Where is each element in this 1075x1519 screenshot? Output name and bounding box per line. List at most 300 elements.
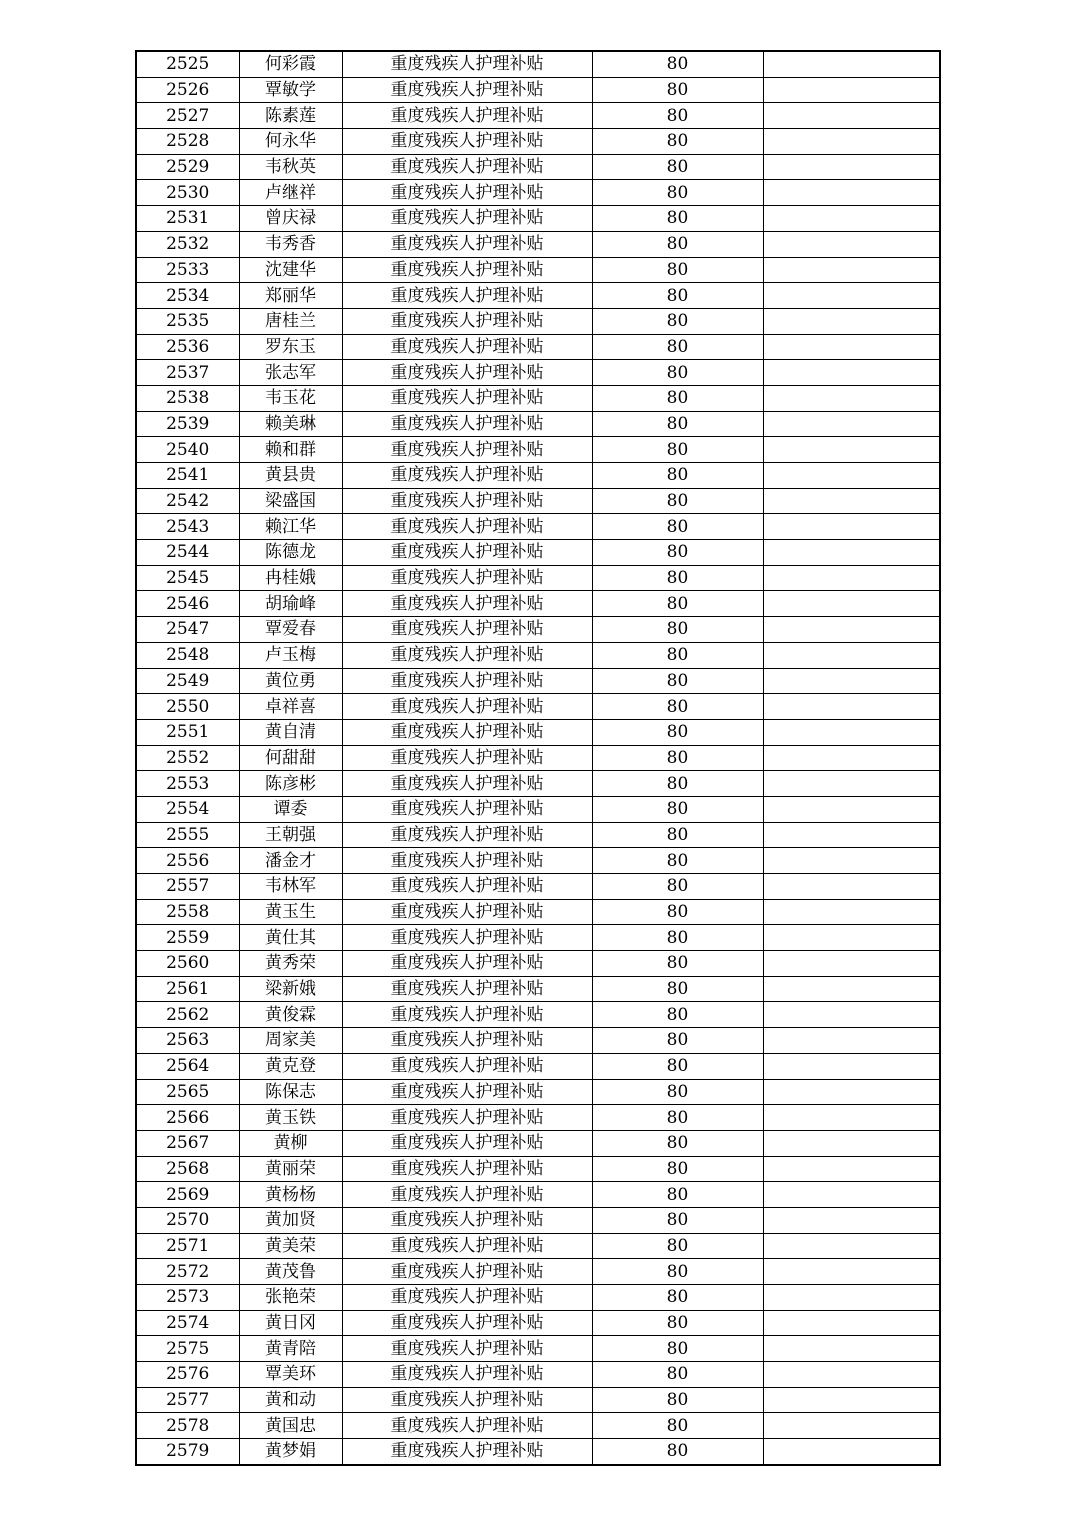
name-cell: 冉桂娥 bbox=[239, 565, 342, 591]
subsidy-type-cell: 重度残疾人护理补贴 bbox=[342, 1079, 592, 1105]
amount-cell: 80 bbox=[592, 540, 763, 566]
amount-cell: 80 bbox=[592, 129, 763, 155]
remarks-cell bbox=[763, 565, 940, 591]
amount-cell: 80 bbox=[592, 976, 763, 1002]
remarks-cell bbox=[763, 1439, 940, 1465]
row-number-cell: 2565 bbox=[136, 1079, 239, 1105]
amount-cell: 80 bbox=[592, 1285, 763, 1311]
row-number-cell: 2561 bbox=[136, 976, 239, 1002]
remarks-cell bbox=[763, 1362, 940, 1388]
remarks-cell bbox=[763, 1233, 940, 1259]
remarks-cell bbox=[763, 719, 940, 745]
subsidy-type-cell: 重度残疾人护理补贴 bbox=[342, 1207, 592, 1233]
amount-cell: 80 bbox=[592, 694, 763, 720]
table-row bbox=[136, 1105, 940, 1131]
subsidy-type-cell: 重度残疾人护理补贴 bbox=[342, 540, 592, 566]
subsidy-type-cell: 重度残疾人护理补贴 bbox=[342, 1336, 592, 1362]
table-row bbox=[136, 1233, 940, 1259]
subsidy-table bbox=[135, 50, 941, 1466]
name-cell: 卢继祥 bbox=[239, 180, 342, 206]
remarks-cell bbox=[763, 488, 940, 514]
table-row bbox=[136, 925, 940, 951]
subsidy-type-cell: 重度残疾人护理补贴 bbox=[342, 206, 592, 232]
table-row bbox=[136, 1310, 940, 1336]
subsidy-type-cell: 重度残疾人护理补贴 bbox=[342, 796, 592, 822]
name-cell: 黄自清 bbox=[239, 719, 342, 745]
remarks-cell bbox=[763, 1156, 940, 1182]
table-row bbox=[136, 103, 940, 129]
name-cell: 胡瑜峰 bbox=[239, 591, 342, 617]
table-row bbox=[136, 1079, 940, 1105]
subsidy-type-cell: 重度残疾人护理补贴 bbox=[342, 976, 592, 1002]
row-number-cell: 2564 bbox=[136, 1053, 239, 1079]
name-cell: 黄丽荣 bbox=[239, 1156, 342, 1182]
subsidy-type-cell: 重度残疾人护理补贴 bbox=[342, 231, 592, 257]
name-cell: 唐桂兰 bbox=[239, 308, 342, 334]
subsidy-type-cell: 重度残疾人护理补贴 bbox=[342, 283, 592, 309]
table-row bbox=[136, 771, 940, 797]
row-number-cell: 2526 bbox=[136, 77, 239, 103]
subsidy-type-cell: 重度残疾人护理补贴 bbox=[342, 565, 592, 591]
subsidy-type-cell: 重度残疾人护理补贴 bbox=[342, 437, 592, 463]
subsidy-type-cell: 重度残疾人护理补贴 bbox=[342, 822, 592, 848]
name-cell: 陈德龙 bbox=[239, 540, 342, 566]
table-row bbox=[136, 1207, 940, 1233]
amount-cell: 80 bbox=[592, 488, 763, 514]
table-row bbox=[136, 1336, 940, 1362]
amount-cell: 80 bbox=[592, 1336, 763, 1362]
name-cell: 黄俊霖 bbox=[239, 1002, 342, 1028]
subsidy-type-cell: 重度残疾人护理补贴 bbox=[342, 668, 592, 694]
remarks-cell bbox=[763, 617, 940, 643]
table-row bbox=[136, 411, 940, 437]
table-row bbox=[136, 360, 940, 386]
remarks-cell bbox=[763, 77, 940, 103]
row-number-cell: 2535 bbox=[136, 308, 239, 334]
subsidy-type-cell: 重度残疾人护理补贴 bbox=[342, 360, 592, 386]
row-number-cell: 2566 bbox=[136, 1105, 239, 1131]
remarks-cell bbox=[763, 360, 940, 386]
name-cell: 黄玉生 bbox=[239, 899, 342, 925]
table-row bbox=[136, 488, 940, 514]
name-cell: 曾庆禄 bbox=[239, 206, 342, 232]
name-cell: 何彩霞 bbox=[239, 51, 342, 77]
amount-cell: 80 bbox=[592, 899, 763, 925]
amount-cell: 80 bbox=[592, 1233, 763, 1259]
amount-cell: 80 bbox=[592, 1182, 763, 1208]
subsidy-type-cell: 重度残疾人护理补贴 bbox=[342, 1028, 592, 1054]
row-number-cell: 2543 bbox=[136, 514, 239, 540]
table-row bbox=[136, 1259, 940, 1285]
amount-cell: 80 bbox=[592, 771, 763, 797]
row-number-cell: 2550 bbox=[136, 694, 239, 720]
row-number-cell: 2557 bbox=[136, 874, 239, 900]
subsidy-type-cell: 重度残疾人护理补贴 bbox=[342, 514, 592, 540]
row-number-cell: 2529 bbox=[136, 154, 239, 180]
remarks-cell bbox=[763, 206, 940, 232]
subsidy-type-cell: 重度残疾人护理补贴 bbox=[342, 1362, 592, 1388]
amount-cell: 80 bbox=[592, 1156, 763, 1182]
row-number-cell: 2528 bbox=[136, 129, 239, 155]
name-cell: 黄秀荣 bbox=[239, 951, 342, 977]
remarks-cell bbox=[763, 642, 940, 668]
amount-cell: 80 bbox=[592, 1053, 763, 1079]
subsidy-type-cell: 重度残疾人护理补贴 bbox=[342, 1387, 592, 1413]
remarks-cell bbox=[763, 796, 940, 822]
name-cell: 梁新娥 bbox=[239, 976, 342, 1002]
subsidy-type-cell: 重度残疾人护理补贴 bbox=[342, 899, 592, 925]
remarks-cell bbox=[763, 1079, 940, 1105]
amount-cell: 80 bbox=[592, 591, 763, 617]
name-cell: 郑丽华 bbox=[239, 283, 342, 309]
amount-cell: 80 bbox=[592, 257, 763, 283]
row-number-cell: 2533 bbox=[136, 257, 239, 283]
remarks-cell bbox=[763, 180, 940, 206]
remarks-cell bbox=[763, 129, 940, 155]
remarks-cell bbox=[763, 1413, 940, 1439]
remarks-cell bbox=[763, 463, 940, 489]
amount-cell: 80 bbox=[592, 668, 763, 694]
table-row bbox=[136, 180, 940, 206]
table-row bbox=[136, 1028, 940, 1054]
subsidy-type-cell: 重度残疾人护理补贴 bbox=[342, 180, 592, 206]
table-row bbox=[136, 385, 940, 411]
row-number-cell: 2531 bbox=[136, 206, 239, 232]
subsidy-type-cell: 重度残疾人护理补贴 bbox=[342, 51, 592, 77]
table-row bbox=[136, 257, 940, 283]
remarks-cell bbox=[763, 437, 940, 463]
remarks-cell bbox=[763, 1028, 940, 1054]
row-number-cell: 2558 bbox=[136, 899, 239, 925]
amount-cell: 80 bbox=[592, 180, 763, 206]
table-row bbox=[136, 514, 940, 540]
amount-cell: 80 bbox=[592, 334, 763, 360]
row-number-cell: 2571 bbox=[136, 1233, 239, 1259]
subsidy-type-cell: 重度残疾人护理补贴 bbox=[342, 1130, 592, 1156]
row-number-cell: 2552 bbox=[136, 745, 239, 771]
name-cell: 赖江华 bbox=[239, 514, 342, 540]
remarks-cell bbox=[763, 591, 940, 617]
subsidy-type-cell: 重度残疾人护理补贴 bbox=[342, 103, 592, 129]
table-row bbox=[136, 308, 940, 334]
name-cell: 黄和动 bbox=[239, 1387, 342, 1413]
table-row bbox=[136, 51, 940, 77]
amount-cell: 80 bbox=[592, 874, 763, 900]
subsidy-type-cell: 重度残疾人护理补贴 bbox=[342, 694, 592, 720]
subsidy-type-cell: 重度残疾人护理补贴 bbox=[342, 1310, 592, 1336]
amount-cell: 80 bbox=[592, 411, 763, 437]
table-row bbox=[136, 848, 940, 874]
remarks-cell bbox=[763, 976, 940, 1002]
table-row bbox=[136, 437, 940, 463]
name-cell: 潘金才 bbox=[239, 848, 342, 874]
row-number-cell: 2530 bbox=[136, 180, 239, 206]
remarks-cell bbox=[763, 1336, 940, 1362]
table-row bbox=[136, 1362, 940, 1388]
remarks-cell bbox=[763, 822, 940, 848]
amount-cell: 80 bbox=[592, 385, 763, 411]
table-row bbox=[136, 1156, 940, 1182]
name-cell: 黄柳 bbox=[239, 1130, 342, 1156]
subsidy-type-cell: 重度残疾人护理补贴 bbox=[342, 463, 592, 489]
row-number-cell: 2547 bbox=[136, 617, 239, 643]
amount-cell: 80 bbox=[592, 1105, 763, 1131]
row-number-cell: 2554 bbox=[136, 796, 239, 822]
name-cell: 王朝强 bbox=[239, 822, 342, 848]
table-row bbox=[136, 1182, 940, 1208]
amount-cell: 80 bbox=[592, 1387, 763, 1413]
name-cell: 黄位勇 bbox=[239, 668, 342, 694]
remarks-cell bbox=[763, 1182, 940, 1208]
subsidy-type-cell: 重度残疾人护理补贴 bbox=[342, 1259, 592, 1285]
name-cell: 覃美环 bbox=[239, 1362, 342, 1388]
amount-cell: 80 bbox=[592, 1259, 763, 1285]
subsidy-type-cell: 重度残疾人护理补贴 bbox=[342, 591, 592, 617]
name-cell: 赖和群 bbox=[239, 437, 342, 463]
row-number-cell: 2542 bbox=[136, 488, 239, 514]
amount-cell: 80 bbox=[592, 283, 763, 309]
row-number-cell: 2534 bbox=[136, 283, 239, 309]
row-number-cell: 2562 bbox=[136, 1002, 239, 1028]
name-cell: 黄县贵 bbox=[239, 463, 342, 489]
remarks-cell bbox=[763, 745, 940, 771]
subsidy-type-cell: 重度残疾人护理补贴 bbox=[342, 771, 592, 797]
remarks-cell bbox=[763, 1207, 940, 1233]
remarks-cell bbox=[763, 51, 940, 77]
table-row bbox=[136, 154, 940, 180]
amount-cell: 80 bbox=[592, 1362, 763, 1388]
remarks-cell bbox=[763, 334, 940, 360]
remarks-cell bbox=[763, 1285, 940, 1311]
name-cell: 黄梦娟 bbox=[239, 1439, 342, 1465]
row-number-cell: 2579 bbox=[136, 1439, 239, 1465]
table-row bbox=[136, 129, 940, 155]
subsidy-type-cell: 重度残疾人护理补贴 bbox=[342, 1439, 592, 1465]
name-cell: 张志军 bbox=[239, 360, 342, 386]
name-cell: 韦秀香 bbox=[239, 231, 342, 257]
remarks-cell bbox=[763, 411, 940, 437]
table-row bbox=[136, 231, 940, 257]
name-cell: 黄茂鲁 bbox=[239, 1259, 342, 1285]
name-cell: 陈保志 bbox=[239, 1079, 342, 1105]
name-cell: 罗东玉 bbox=[239, 334, 342, 360]
subsidy-type-cell: 重度残疾人护理补贴 bbox=[342, 1002, 592, 1028]
subsidy-type-cell: 重度残疾人护理补贴 bbox=[342, 129, 592, 155]
subsidy-type-cell: 重度残疾人护理补贴 bbox=[342, 488, 592, 514]
amount-cell: 80 bbox=[592, 1002, 763, 1028]
name-cell: 谭委 bbox=[239, 796, 342, 822]
table-row bbox=[136, 822, 940, 848]
remarks-cell bbox=[763, 1105, 940, 1131]
row-number-cell: 2546 bbox=[136, 591, 239, 617]
amount-cell: 80 bbox=[592, 822, 763, 848]
row-number-cell: 2569 bbox=[136, 1182, 239, 1208]
row-number-cell: 2541 bbox=[136, 463, 239, 489]
table-row bbox=[136, 334, 940, 360]
table-row bbox=[136, 796, 940, 822]
amount-cell: 80 bbox=[592, 206, 763, 232]
remarks-cell bbox=[763, 1310, 940, 1336]
table-row bbox=[136, 745, 940, 771]
row-number-cell: 2551 bbox=[136, 719, 239, 745]
name-cell: 何甜甜 bbox=[239, 745, 342, 771]
remarks-cell bbox=[763, 1387, 940, 1413]
subsidy-type-cell: 重度残疾人护理补贴 bbox=[342, 642, 592, 668]
amount-cell: 80 bbox=[592, 951, 763, 977]
remarks-cell bbox=[763, 257, 940, 283]
amount-cell: 80 bbox=[592, 1439, 763, 1465]
subsidy-type-cell: 重度残疾人护理补贴 bbox=[342, 745, 592, 771]
name-cell: 黄杨杨 bbox=[239, 1182, 342, 1208]
table-row bbox=[136, 565, 940, 591]
subsidy-type-cell: 重度残疾人护理补贴 bbox=[342, 848, 592, 874]
amount-cell: 80 bbox=[592, 154, 763, 180]
row-number-cell: 2532 bbox=[136, 231, 239, 257]
row-number-cell: 2544 bbox=[136, 540, 239, 566]
amount-cell: 80 bbox=[592, 925, 763, 951]
subsidy-type-cell: 重度残疾人护理补贴 bbox=[342, 334, 592, 360]
row-number-cell: 2577 bbox=[136, 1387, 239, 1413]
name-cell: 黄国忠 bbox=[239, 1413, 342, 1439]
amount-cell: 80 bbox=[592, 437, 763, 463]
subsidy-type-cell: 重度残疾人护理补贴 bbox=[342, 1182, 592, 1208]
subsidy-type-cell: 重度残疾人护理补贴 bbox=[342, 1053, 592, 1079]
row-number-cell: 2545 bbox=[136, 565, 239, 591]
row-number-cell: 2525 bbox=[136, 51, 239, 77]
row-number-cell: 2549 bbox=[136, 668, 239, 694]
remarks-cell bbox=[763, 1130, 940, 1156]
table-row bbox=[136, 1413, 940, 1439]
remarks-cell bbox=[763, 925, 940, 951]
row-number-cell: 2540 bbox=[136, 437, 239, 463]
row-number-cell: 2539 bbox=[136, 411, 239, 437]
table-row bbox=[136, 899, 940, 925]
row-number-cell: 2555 bbox=[136, 822, 239, 848]
remarks-cell bbox=[763, 848, 940, 874]
amount-cell: 80 bbox=[592, 463, 763, 489]
table-row bbox=[136, 1002, 940, 1028]
remarks-cell bbox=[763, 283, 940, 309]
remarks-cell bbox=[763, 668, 940, 694]
name-cell: 陈素莲 bbox=[239, 103, 342, 129]
name-cell: 陈彦彬 bbox=[239, 771, 342, 797]
remarks-cell bbox=[763, 694, 940, 720]
amount-cell: 80 bbox=[592, 642, 763, 668]
remarks-cell bbox=[763, 1053, 940, 1079]
table-row bbox=[136, 694, 940, 720]
subsidy-type-cell: 重度残疾人护理补贴 bbox=[342, 257, 592, 283]
row-number-cell: 2568 bbox=[136, 1156, 239, 1182]
table-row bbox=[136, 540, 940, 566]
remarks-cell bbox=[763, 385, 940, 411]
name-cell: 黄克登 bbox=[239, 1053, 342, 1079]
name-cell: 沈建华 bbox=[239, 257, 342, 283]
name-cell: 黄仕其 bbox=[239, 925, 342, 951]
name-cell: 卓祥喜 bbox=[239, 694, 342, 720]
amount-cell: 80 bbox=[592, 231, 763, 257]
row-number-cell: 2575 bbox=[136, 1336, 239, 1362]
remarks-cell bbox=[763, 1259, 940, 1285]
remarks-cell bbox=[763, 514, 940, 540]
amount-cell: 80 bbox=[592, 565, 763, 591]
amount-cell: 80 bbox=[592, 1130, 763, 1156]
table-body bbox=[136, 51, 940, 1465]
row-number-cell: 2527 bbox=[136, 103, 239, 129]
remarks-cell bbox=[763, 771, 940, 797]
row-number-cell: 2567 bbox=[136, 1130, 239, 1156]
subsidy-type-cell: 重度残疾人护理补贴 bbox=[342, 951, 592, 977]
table-row bbox=[136, 874, 940, 900]
remarks-cell bbox=[763, 540, 940, 566]
amount-cell: 80 bbox=[592, 1028, 763, 1054]
remarks-cell bbox=[763, 951, 940, 977]
name-cell: 何永华 bbox=[239, 129, 342, 155]
row-number-cell: 2560 bbox=[136, 951, 239, 977]
table-row bbox=[136, 206, 940, 232]
subsidy-type-cell: 重度残疾人护理补贴 bbox=[342, 77, 592, 103]
remarks-cell bbox=[763, 308, 940, 334]
name-cell: 黄玉铁 bbox=[239, 1105, 342, 1131]
table-row bbox=[136, 1439, 940, 1465]
amount-cell: 80 bbox=[592, 796, 763, 822]
table-row bbox=[136, 976, 940, 1002]
name-cell: 黄加贤 bbox=[239, 1207, 342, 1233]
row-number-cell: 2576 bbox=[136, 1362, 239, 1388]
row-number-cell: 2548 bbox=[136, 642, 239, 668]
table-row bbox=[136, 1285, 940, 1311]
amount-cell: 80 bbox=[592, 745, 763, 771]
name-cell: 黄青陪 bbox=[239, 1336, 342, 1362]
subsidy-type-cell: 重度残疾人护理补贴 bbox=[342, 385, 592, 411]
row-number-cell: 2537 bbox=[136, 360, 239, 386]
table-row bbox=[136, 1387, 940, 1413]
amount-cell: 80 bbox=[592, 51, 763, 77]
subsidy-type-cell: 重度残疾人护理补贴 bbox=[342, 1413, 592, 1439]
name-cell: 卢玉梅 bbox=[239, 642, 342, 668]
name-cell: 韦玉花 bbox=[239, 385, 342, 411]
amount-cell: 80 bbox=[592, 514, 763, 540]
table-row bbox=[136, 463, 940, 489]
table-row bbox=[136, 1053, 940, 1079]
row-number-cell: 2556 bbox=[136, 848, 239, 874]
row-number-cell: 2553 bbox=[136, 771, 239, 797]
amount-cell: 80 bbox=[592, 1310, 763, 1336]
subsidy-type-cell: 重度残疾人护理补贴 bbox=[342, 874, 592, 900]
name-cell: 韦秋英 bbox=[239, 154, 342, 180]
amount-cell: 80 bbox=[592, 848, 763, 874]
subsidy-type-cell: 重度残疾人护理补贴 bbox=[342, 308, 592, 334]
remarks-cell bbox=[763, 231, 940, 257]
name-cell: 周家美 bbox=[239, 1028, 342, 1054]
name-cell: 梁盛国 bbox=[239, 488, 342, 514]
subsidy-type-cell: 重度残疾人护理补贴 bbox=[342, 719, 592, 745]
subsidy-type-cell: 重度残疾人护理补贴 bbox=[342, 154, 592, 180]
remarks-cell bbox=[763, 1002, 940, 1028]
table-row bbox=[136, 642, 940, 668]
name-cell: 赖美琳 bbox=[239, 411, 342, 437]
remarks-cell bbox=[763, 899, 940, 925]
name-cell: 黄美荣 bbox=[239, 1233, 342, 1259]
subsidy-type-cell: 重度残疾人护理补贴 bbox=[342, 1285, 592, 1311]
subsidy-type-cell: 重度残疾人护理补贴 bbox=[342, 1156, 592, 1182]
amount-cell: 80 bbox=[592, 360, 763, 386]
row-number-cell: 2572 bbox=[136, 1259, 239, 1285]
name-cell: 黄日冈 bbox=[239, 1310, 342, 1336]
subsidy-type-cell: 重度残疾人护理补贴 bbox=[342, 411, 592, 437]
table-row bbox=[136, 77, 940, 103]
table-row bbox=[136, 283, 940, 309]
row-number-cell: 2538 bbox=[136, 385, 239, 411]
